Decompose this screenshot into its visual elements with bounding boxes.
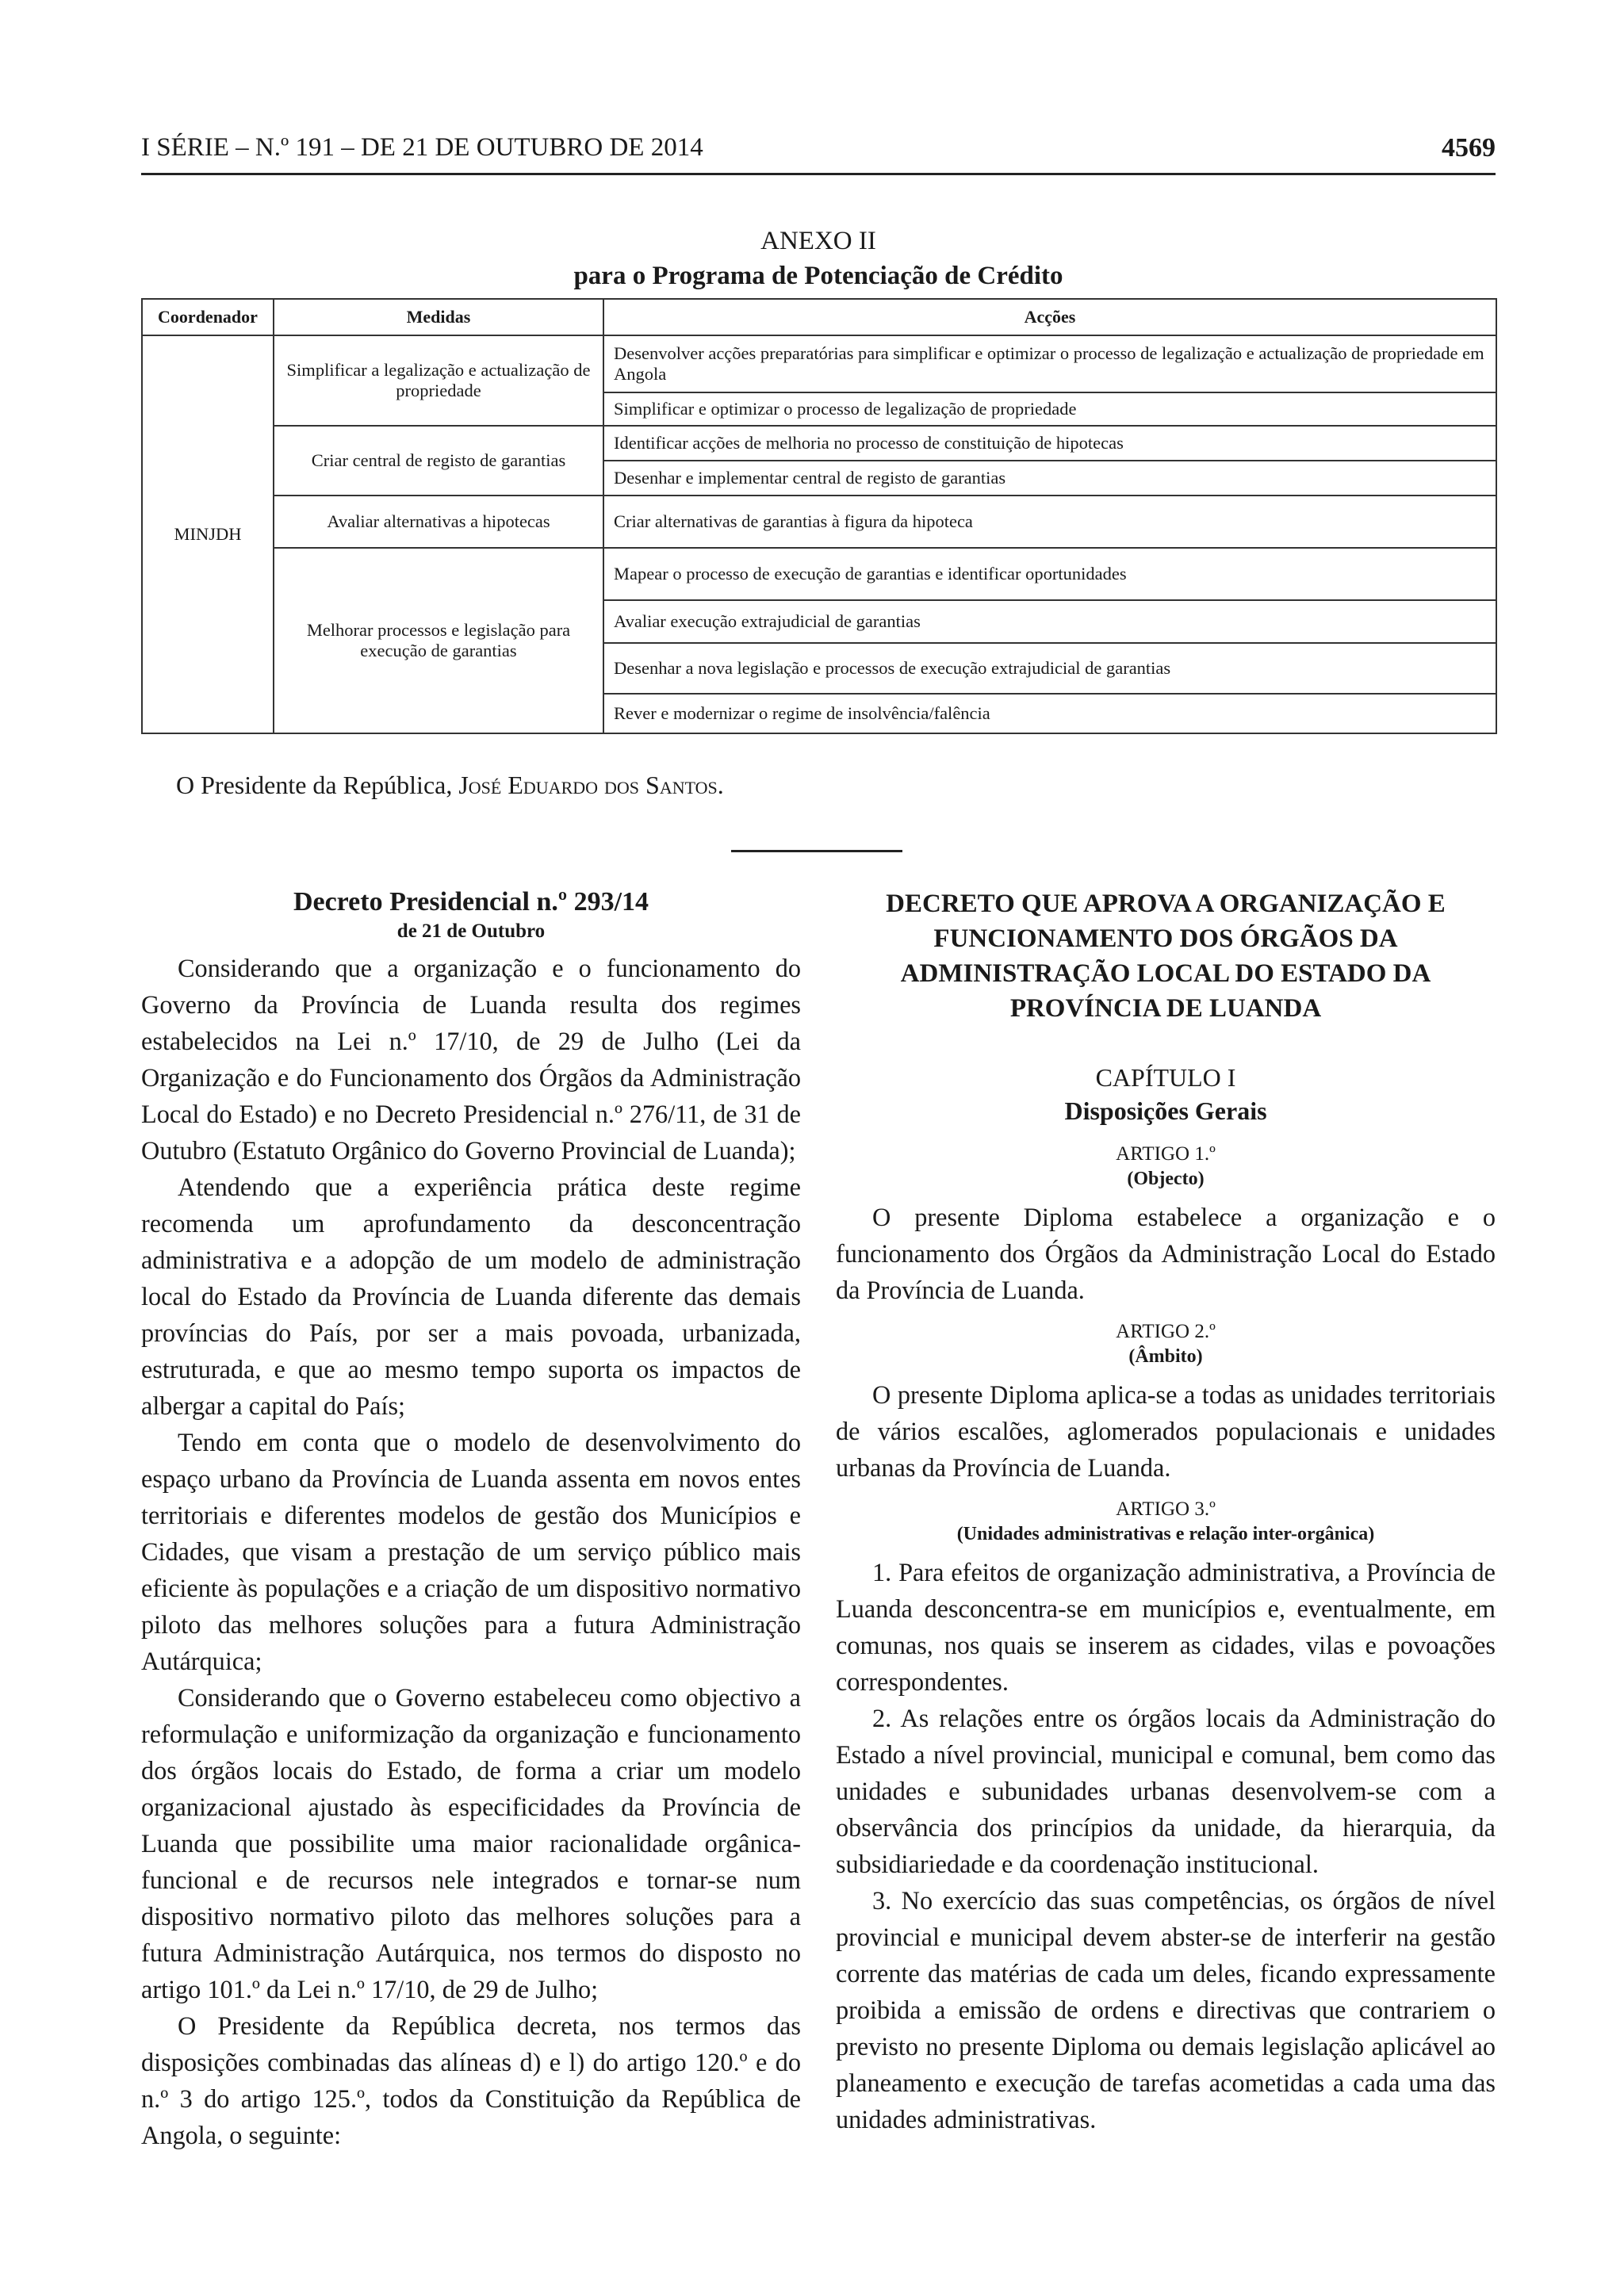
medida-cell: Avaliar alternativas a hipotecas: [274, 496, 603, 548]
column-header: Coordenador: [142, 299, 274, 335]
decree-heading: DECRETO QUE APROVA A ORGANIZAÇÃO E FUNCIONAMENTO DOS ÓRGÃOS DA ADMINISTRAÇÃO LOCAL DO ESTADO DA PROVÍNCIA DE LUANDA: [886, 890, 1446, 1023]
spacer: [836, 1486, 1496, 1497]
annex-heading: [141, 224, 1496, 293]
section-divider: [731, 850, 902, 852]
medida-cell: Melhorar processos e legislação para execução de garantias: [274, 548, 603, 733]
coordinator-cell: MINJDH: [142, 335, 274, 733]
annex-title: ANEXO II: [760, 227, 876, 255]
annex-table: [141, 298, 1497, 734]
decree-date: de 21 de Outubro: [396, 920, 546, 942]
right-column: [836, 886, 1496, 2137]
series-line: I SÉRIE – N.º 191 – DE 21 DE OUTUBRO DE 2014: [141, 133, 703, 162]
page-header: [141, 133, 1496, 175]
preamble-paragraph: Atendendo que a experiência prática deste regime recomenda um aprofundamento da desconcentração administrativa e a adopção de um modelo de administração local do Estado da Província de Luanda diferente das demais províncias do País, por ser a mais povoada, urbanizada, estruturada, e que ao mesmo tempo suporta os impactos de albergar a capital do País;: [141, 1173, 801, 1420]
accao-cell: Simplificar e optimizar o processo de legalização de propriedade: [603, 392, 1496, 426]
article-number: ARTIGO 1.º: [1116, 1143, 1216, 1165]
article-paragraph: O presente Diploma aplica-se a todas as unidades territoriais de vários escalões, aglomerados populacionais e unidades urbanas da Província de Luanda.: [836, 1380, 1496, 1482]
accao-cell: Rever e modernizar o regime de insolvência/falência: [603, 694, 1496, 733]
preamble-paragraph: Considerando que o Governo estabeleceu como objectivo a reformulação e uniformização da organização e funcionamento dos órgãos locais do Estado, de forma a criar um modelo organizacional ajustado às especificidades da Província de Luanda que possibilite uma maior racionalidade orgânica-funcional e de recursos nele integrados e tornar-se num dispositivo normativo piloto das melhores soluções para a futura Administração Autárquica, nos termos do disposto no artigo 101.º da Lei n.º 17/10, de 29 de Julho;: [141, 1683, 801, 2003]
table-row: [142, 426, 1496, 461]
preamble-paragraph: Considerando que a organização e o funcionamento do Governo da Província de Luanda resulta dos regimes estabelecidos na Lei n.º 17/10, de 29 de Julho (Lei da Organização e do Funcionamento dos Órgãos da Administração Local do Estado) e no Decreto Presidencial n.º 276/11, de 31 de Outubro (Estatuto Orgânico do Governo Provincial de Luanda);: [141, 954, 801, 1165]
table-header-row: [142, 299, 1496, 335]
signature-suffix: .: [717, 771, 724, 799]
signature-prefix: O Presidente da República,: [176, 771, 459, 799]
preamble-paragraph: Tendo em conta que o modelo de desenvolvimento do espaço urbano da Província de Luanda assenta em novos entes territoriais e diferentes modelos de gestão dos Municípios e Cidades, que visam a prestação de um serviço público mais eficiente às populações e a criação de um dispositivo normativo piloto das melhores soluções para a futura Administração Autárquica;: [141, 1428, 801, 1675]
article-title: (Unidades administrativas e relação inter-orgânica): [956, 1524, 1375, 1544]
table-row: [142, 496, 1496, 548]
accao-cell: Criar alternativas de garantias à figura da hipoteca: [603, 496, 1496, 548]
medida-cell: Simplificar a legalização e actualização de propriedade: [274, 335, 603, 426]
medida-cell: Criar central de registo de garantias: [274, 426, 603, 496]
accao-cell: Desenvolver acções preparatórias para simplificar e optimizar o processo de legalização e actualização de propriedade em Angola: [603, 335, 1496, 392]
decree-title: Decreto Presidencial n.º 293/14: [293, 887, 649, 916]
accao-cell: Avaliar execução extrajudicial de garantias: [603, 600, 1496, 643]
accao-cell: Desenhar a nova legislação e processos de execução extrajudicial de garantias: [603, 643, 1496, 694]
signature-line: [176, 771, 724, 800]
article-number: ARTIGO 3.º: [1116, 1498, 1216, 1520]
column-header: Medidas: [274, 299, 603, 335]
left-column: [141, 886, 801, 2153]
preamble-paragraph: O Presidente da República decreta, nos termos das disposições combinadas das alíneas d) e l) do artigo 120.º e do n.º 3 do artigo 125.º, todos da Constituição da República de Angola, o seguinte:: [141, 2011, 801, 2149]
article-title: (Objecto): [1127, 1169, 1205, 1189]
spacer: [836, 1308, 1496, 1319]
page-number: 4569: [1442, 133, 1496, 163]
table-row: [142, 335, 1496, 392]
chapter-title: Disposições Gerais: [1064, 1096, 1267, 1125]
signature-name: José Eduardo dos Santos: [458, 771, 718, 799]
article-number: ARTIGO 2.º: [1116, 1321, 1216, 1342]
accao-cell: Desenhar e implementar central de registo de garantias: [603, 461, 1496, 496]
annex-subtitle: para o Programa de Potenciação de Crédito: [573, 262, 1063, 290]
article-title: (Âmbito): [1128, 1346, 1203, 1367]
accao-cell: Identificar acções de melhoria no processo de constituição de hipotecas: [603, 426, 1496, 461]
table-row: [142, 548, 1496, 600]
chapter-number: CAPÍTULO I: [1095, 1063, 1236, 1092]
accao-cell: Mapear o processo de execução de garantias e identificar oportunidades: [603, 548, 1496, 600]
article-paragraph: 1. Para efeitos de organização administrativa, a Província de Luanda desconcentra-se em municípios e, eventualmente, em comunas, nos quais se inserem as cidades, vilas e povoações correspondentes.: [836, 1558, 1496, 1696]
article-paragraph: 3. No exercício das suas competências, os órgãos de nível provincial e municipal devem abster-se de interferir na gestão corrente das matérias de cada um deles, ficando expressamente proibida a emissão de ordens e directivas que contrariem o previsto no presente Diploma ou demais legislação aplicável ao planeamento e execução de tarefas acometidas a cada uma das unidades administrativas.: [836, 1886, 1496, 2133]
column-header: Acções: [603, 299, 1496, 335]
article-paragraph: 2. As relações entre os órgãos locais da Administração do Estado a nível provincial, municipal e comunal, bem como das unidades e subunidades urbanas desenvolvem-se com a observância dos princípios da unidade, da hierarquia, da subsidiariedade e da coordenação institucional.: [836, 1704, 1496, 1878]
article-paragraph: O presente Diploma estabelece a organização e o funcionamento dos Órgãos da Administração Local do Estado da Província de Luanda.: [836, 1203, 1496, 1304]
